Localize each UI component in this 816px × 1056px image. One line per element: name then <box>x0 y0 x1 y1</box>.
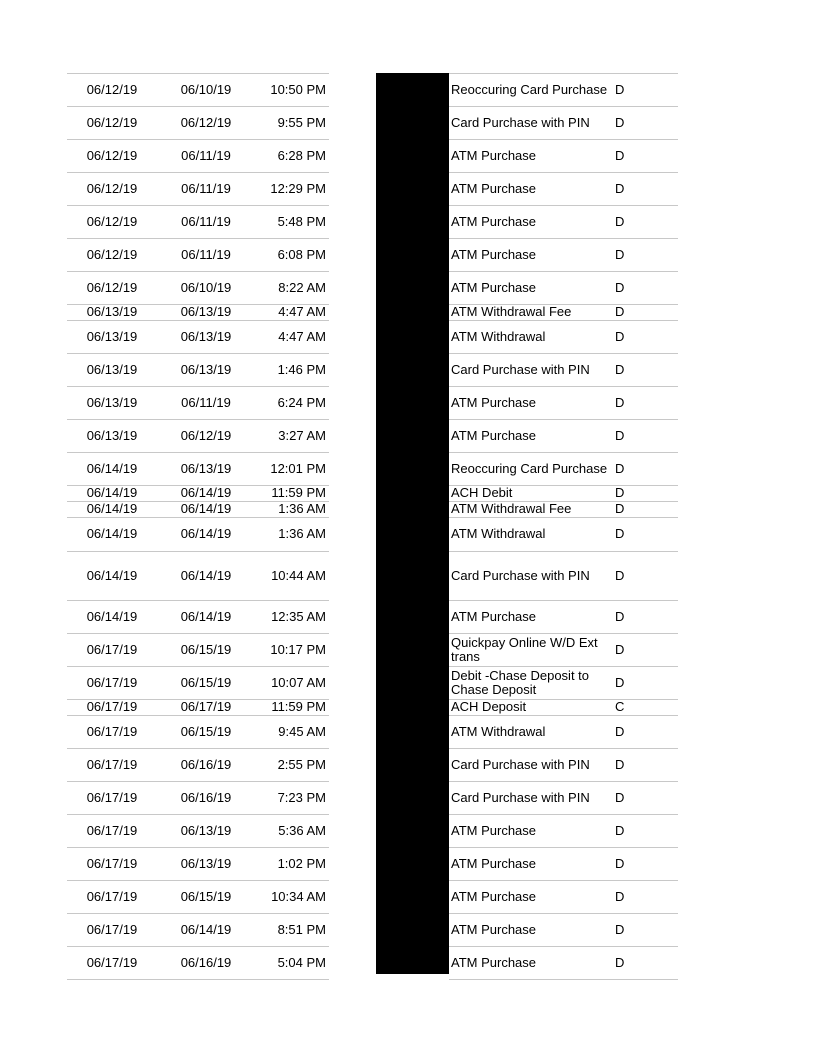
time-cell: 1:46 PM <box>277 361 326 377</box>
post-date-cell: 06/13/19 <box>86 361 138 377</box>
post-date-cell: 06/12/19 <box>86 114 138 130</box>
transaction-date-cell: 06/10/19 <box>180 279 232 295</box>
transaction-date-cell: 06/16/19 <box>180 789 232 805</box>
type-cell: D <box>615 279 625 295</box>
type-cell: D <box>615 485 625 500</box>
type-cell: D <box>615 674 625 690</box>
post-date-cell: 06/17/19 <box>86 822 138 838</box>
transaction-date-cell: 06/13/19 <box>180 304 232 319</box>
post-date-cell: 06/17/19 <box>86 921 138 937</box>
time-cell: 11:59 PM <box>271 699 326 714</box>
type-cell: D <box>615 526 625 541</box>
post-date-cell: 06/14/19 <box>86 460 138 476</box>
post-date-cell: 06/13/19 <box>86 304 138 319</box>
time-cell: 10:34 AM <box>271 888 326 904</box>
transaction-date-cell: 06/12/19 <box>180 114 232 130</box>
transaction-date-cell: 06/13/19 <box>180 361 232 377</box>
description-cell: Card Purchase with PIN <box>451 567 590 583</box>
transaction-date-cell: 06/11/19 <box>181 213 231 229</box>
time-cell: 1:36 AM <box>278 526 326 541</box>
time-cell: 3:27 AM <box>278 427 326 443</box>
transaction-date-cell: 06/15/19 <box>180 723 232 739</box>
type-cell: D <box>615 361 625 377</box>
description-cell: ATM Purchase <box>451 608 537 624</box>
type-cell: D <box>615 427 625 443</box>
type-cell: D <box>615 888 625 904</box>
type-cell: D <box>615 460 625 476</box>
redaction-block <box>376 73 449 974</box>
description-cell: Reoccuring Card Purchase <box>451 81 608 97</box>
time-cell: 10:17 PM <box>270 641 326 657</box>
description-cell: Card Purchase with PIN <box>451 756 590 772</box>
description-cell: ATM Purchase <box>451 279 537 295</box>
transaction-date-cell: 06/14/19 <box>180 921 232 937</box>
post-date-cell: 06/17/19 <box>86 756 138 772</box>
type-cell: D <box>615 723 625 739</box>
description-cell: ATM Purchase <box>451 822 537 838</box>
row-divider <box>67 979 329 980</box>
time-cell: 12:29 PM <box>270 180 326 196</box>
transaction-date-cell: 06/10/19 <box>180 81 232 97</box>
description-cell: ATM Withdrawal <box>451 723 546 739</box>
description-cell: ACH Deposit <box>451 699 527 714</box>
description-cell: ATM Purchase <box>451 855 537 871</box>
post-date-cell: 06/12/19 <box>86 180 138 196</box>
post-date-cell: 06/14/19 <box>86 501 138 516</box>
description-cell: ATM Purchase <box>451 246 537 262</box>
description-cell: ATM Withdrawal Fee <box>451 304 572 319</box>
type-cell: D <box>615 501 625 516</box>
type-cell: D <box>615 789 625 805</box>
type-cell: D <box>615 180 625 196</box>
transaction-date-cell: 06/16/19 <box>180 954 232 970</box>
post-date-cell: 06/17/19 <box>86 699 138 714</box>
type-cell: D <box>615 147 625 163</box>
post-date-cell: 06/13/19 <box>86 328 138 344</box>
transaction-date-cell: 06/11/19 <box>181 394 231 410</box>
time-cell: 1:36 AM <box>278 501 326 516</box>
post-date-cell: 06/12/19 <box>86 246 138 262</box>
transaction-date-cell: 06/13/19 <box>180 460 232 476</box>
transaction-date-cell: 06/13/19 <box>180 328 232 344</box>
description-cell: ATM Purchase <box>451 888 537 904</box>
type-cell: D <box>615 304 625 319</box>
description-cell: ATM Withdrawal <box>451 328 546 344</box>
post-date-cell: 06/12/19 <box>86 147 138 163</box>
transaction-date-cell: 06/14/19 <box>180 485 232 500</box>
time-cell: 12:01 PM <box>270 460 326 476</box>
post-date-cell: 06/17/19 <box>86 641 138 657</box>
transaction-date-cell: 06/11/19 <box>181 246 231 262</box>
time-cell: 10:44 AM <box>271 567 326 583</box>
post-date-cell: 06/17/19 <box>86 723 138 739</box>
transaction-date-cell: 06/11/19 <box>181 147 231 163</box>
description-cell: ATM Purchase <box>451 213 537 229</box>
time-cell: 9:45 AM <box>278 723 326 739</box>
type-cell: D <box>615 246 625 262</box>
type-cell: D <box>615 213 625 229</box>
time-cell: 9:55 PM <box>277 114 326 130</box>
time-cell: 10:07 AM <box>271 674 326 690</box>
transaction-date-cell: 06/14/19 <box>180 608 232 624</box>
description-cell: ATM Purchase <box>451 921 537 937</box>
time-cell: 5:04 PM <box>277 954 326 970</box>
description-cell: ATM Withdrawal Fee <box>451 501 572 516</box>
description-cell: ATM Purchase <box>451 394 537 410</box>
type-cell: D <box>615 567 625 583</box>
transaction-date-cell: 06/11/19 <box>181 180 231 196</box>
post-date-cell: 06/17/19 <box>86 954 138 970</box>
post-date-cell: 06/17/19 <box>86 674 138 690</box>
post-date-cell: 06/14/19 <box>86 567 138 583</box>
post-date-cell: 06/12/19 <box>86 213 138 229</box>
type-cell: D <box>615 328 625 344</box>
transaction-date-cell: 06/15/19 <box>180 641 232 657</box>
description-cell: ATM Purchase <box>451 954 537 970</box>
post-date-cell: 06/12/19 <box>86 279 138 295</box>
description-cell: ATM Purchase <box>451 427 537 443</box>
transaction-date-cell: 06/15/19 <box>180 888 232 904</box>
type-cell: C <box>615 699 625 714</box>
time-cell: 5:48 PM <box>277 213 326 229</box>
row-divider <box>449 979 678 980</box>
transaction-date-cell: 06/12/19 <box>180 427 232 443</box>
transaction-date-cell: 06/17/19 <box>180 699 232 714</box>
post-date-cell: 06/14/19 <box>86 608 138 624</box>
type-cell: D <box>615 756 625 772</box>
time-cell: 4:47 AM <box>278 328 326 344</box>
description-cell: Quickpay Online W/D Ext trans <box>451 634 598 664</box>
time-cell: 8:22 AM <box>278 279 326 295</box>
transaction-date-cell: 06/14/19 <box>180 526 232 541</box>
type-cell: D <box>615 954 625 970</box>
type-cell: D <box>615 114 625 130</box>
post-date-cell: 06/17/19 <box>86 855 138 871</box>
type-cell: D <box>615 394 625 410</box>
transaction-date-cell: 06/14/19 <box>180 567 232 583</box>
description-cell: ATM Purchase <box>451 147 537 163</box>
type-cell: D <box>615 608 625 624</box>
transaction-date-cell: 06/15/19 <box>180 674 232 690</box>
time-cell: 2:55 PM <box>277 756 326 772</box>
transaction-date-cell: 06/14/19 <box>180 501 232 516</box>
post-date-cell: 06/13/19 <box>86 394 138 410</box>
type-cell: D <box>615 855 625 871</box>
time-cell: 5:36 AM <box>278 822 326 838</box>
post-date-cell: 06/14/19 <box>86 485 138 500</box>
description-cell: Reoccuring Card Purchase <box>451 460 608 476</box>
time-cell: 4:47 AM <box>278 304 326 319</box>
description-cell: ATM Withdrawal <box>451 526 546 541</box>
post-date-cell: 06/13/19 <box>86 427 138 443</box>
time-cell: 6:24 PM <box>277 394 326 410</box>
transaction-date-cell: 06/13/19 <box>180 822 232 838</box>
time-cell: 12:35 AM <box>271 608 326 624</box>
transaction-date-cell: 06/13/19 <box>180 855 232 871</box>
time-cell: 6:08 PM <box>277 246 326 262</box>
time-cell: 11:59 PM <box>271 485 326 500</box>
transaction-date-cell: 06/16/19 <box>180 756 232 772</box>
post-date-cell: 06/12/19 <box>86 81 138 97</box>
time-cell: 7:23 PM <box>277 789 326 805</box>
post-date-cell: 06/14/19 <box>86 526 138 541</box>
type-cell: D <box>615 641 625 657</box>
time-cell: 1:02 PM <box>277 855 326 871</box>
post-date-cell: 06/17/19 <box>86 789 138 805</box>
type-cell: D <box>615 81 625 97</box>
description-cell: Card Purchase with PIN <box>451 789 590 805</box>
type-cell: D <box>615 921 625 937</box>
time-cell: 6:28 PM <box>277 147 326 163</box>
time-cell: 10:50 PM <box>270 81 326 97</box>
post-date-cell: 06/17/19 <box>86 888 138 904</box>
type-cell: D <box>615 822 625 838</box>
description-cell: ATM Purchase <box>451 180 537 196</box>
description-cell: ACH Debit <box>451 485 513 500</box>
description-cell: Card Purchase with PIN <box>451 361 590 377</box>
description-cell: Card Purchase with PIN <box>451 114 590 130</box>
time-cell: 8:51 PM <box>277 921 326 937</box>
description-cell: Debit -Chase Deposit to Chase Deposit <box>451 667 590 697</box>
